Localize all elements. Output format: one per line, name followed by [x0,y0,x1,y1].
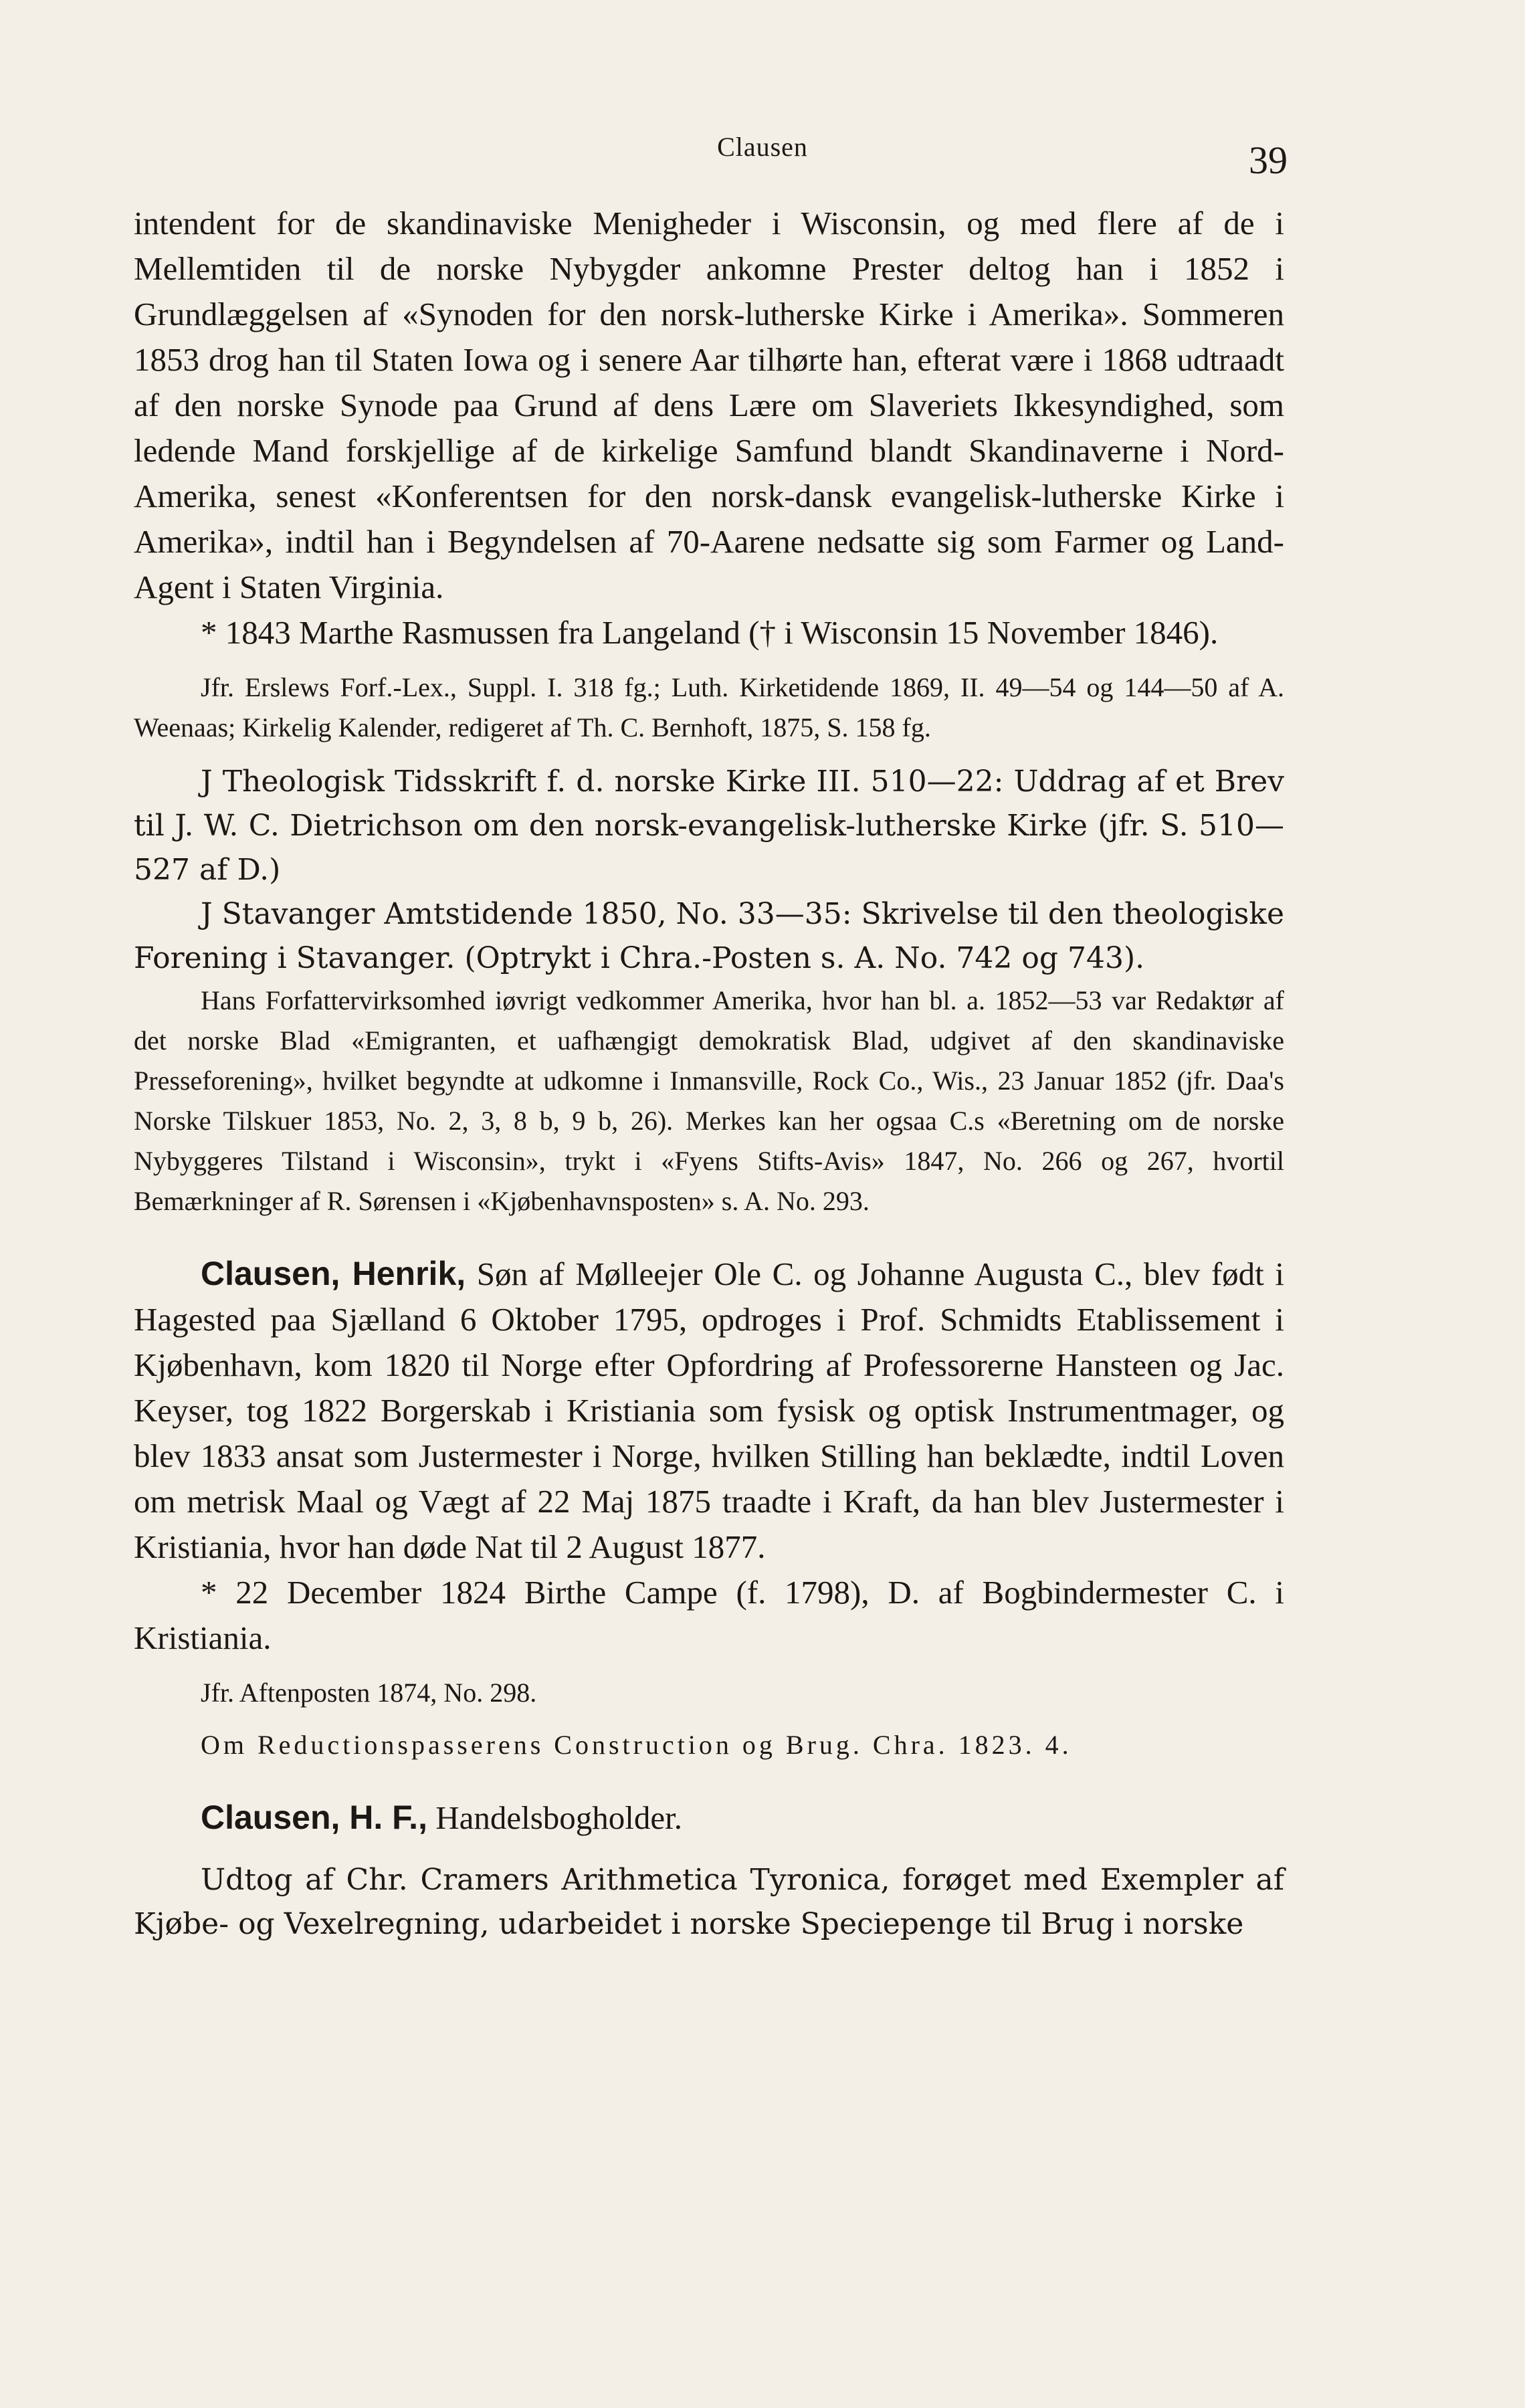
entry-paragraph [134,1795,1284,1841]
work-listing: J Stavanger Amtstidende 1850, No. 33—35: Skrivelse til den theologiske Forening i Stavanger. (Optrykt i Chra.-Posten s. A. No. 742 og 743). [134,897,1284,975]
marriage-paragraph: * 1843 Marthe Rasmussen fra Langeland († i Wisconsin 15 November 1846). [201,614,1219,651]
marriage-paragraph: * 22 December 1824 Birthe Campe (f. 1798), D. af Bogbindermester C. i Kristiania. [134,1574,1284,1656]
entry-name: Clausen, Henrik, [201,1255,466,1292]
entry-clausen-h-f [134,1795,1284,1946]
page-header [0,131,1525,185]
entry-clausen-henrik [134,1251,1284,1765]
running-title: Clausen [717,132,808,162]
entry-name: Clausen, H. F., [201,1799,427,1836]
entry-continued [134,201,1284,1221]
entry-paragraph [134,1251,1284,1570]
biography-paragraph: intendent for de skandinaviske Menigheder i Wisconsin, og med flere af de i Mellemtiden til de norske Nybygder ankomne Prester deltog han i 1852 i Grundlæggelsen af «Synoden for den norsk-lutherske Kirke i Amerika». Sommeren 1853 drog han til Staten Iowa og i senere Aar tilhørte han, efterat være i 1868 udtraadt af den norske Synode paa Grund af dens Lære om Slaveriets Ikkesyndighed, som ledende Mand forskjellige af de kirkelige Samfund blandt Skandinaverne i Nord-Amerika, senest «Konferentsen for den norsk-dansk evangelisk-lutherske Kirke i Amerika», indtil han i Begyndelsen af 70-Aarene nedsatte sig som Farmer og Land-Agent i Staten Virginia. [134,205,1284,605]
additional-note: Hans Forfattervirksomhed iøvrigt vedkommer Amerika, hvor han bl. a. 1852—53 var Redaktør af det norske Blad «Emigranten, et uafhængigt demokratisk Blad, udgivet af den skandinaviske Presseforening», hvilket begyndte at udkomne i Inmansville, Rock Co., Wis., 23 Januar 1852 (jfr. Daa's Norske Tilskuer 1853, No. 2, 3, 8 b, 9 b, 26). Merkes kan her ogsaa C.s «Beretning om de norske Nybyggeres Tilstand i Wisconsin», trykt i «Fyens Stifts-Avis» 1847, No. 266 og 267, hvortil Bemærkninger af R. Sørensen i «Kjøbenhavnsposten» s. A. No. 293. [134,985,1284,1216]
occupation-text: Handelsbogholder. [435,1799,683,1836]
work-listing: Udtog af Chr. Cramers Arithmetica Tyronica, forøget med Exempler af Kjøbe- og Vexelregning, udarbeidet i norske Speciepenge til Brug i norske [134,1863,1284,1941]
work-listing: Om Reductionspasserens Construction og Brug. Chra. 1823. 4. [201,1730,1072,1760]
reference-note: Jfr. Erslews Forf.-Lex., Suppl. I. 318 fg.; Luth. Kirketidende 1869, II. 49—54 og 144—50 af A. Weenaas; Kirkelig Kalender, redigeret af Th. C. Bernhoft, 1875, S. 158 fg. [134,672,1284,742]
page-number: 39 [1249,138,1288,182]
reference-note: Jfr. Aftenposten 1874, No. 298. [201,1678,537,1708]
work-listing: J Theologisk Tidsskrift f. d. norske Kirke III. 510—22: Uddrag af et Brev til J. W. C. Dietrichson om den norsk-evangelisk-lutherske Kirke (jfr. S. 510—527 af D.) [134,765,1284,887]
biography-text: Søn af Mølleejer Ole C. og Johanne Augusta C., blev født i Hagested paa Sjælland 6 Oktober 1795, opdroges i Prof. Schmidts Etablissement i Kjøbenhavn, kom 1820 til Norge efter Opfordring af Professorerne Hansteen og Jac. Keyser, tog 1822 Borgerskab i Kristiania som fysisk og optisk Instrumentmager, og blev 1833 ansat som Justermester i Norge, hvilken Stilling han beklædte, indtil Loven om metrisk Maal og Vægt af 22 Maj 1875 traadte i Kraft, da han blev Justermester i Kristiania, hvor han døde Nat til 2 August 1877. [134,1256,1284,1565]
page-content [134,201,1284,1946]
